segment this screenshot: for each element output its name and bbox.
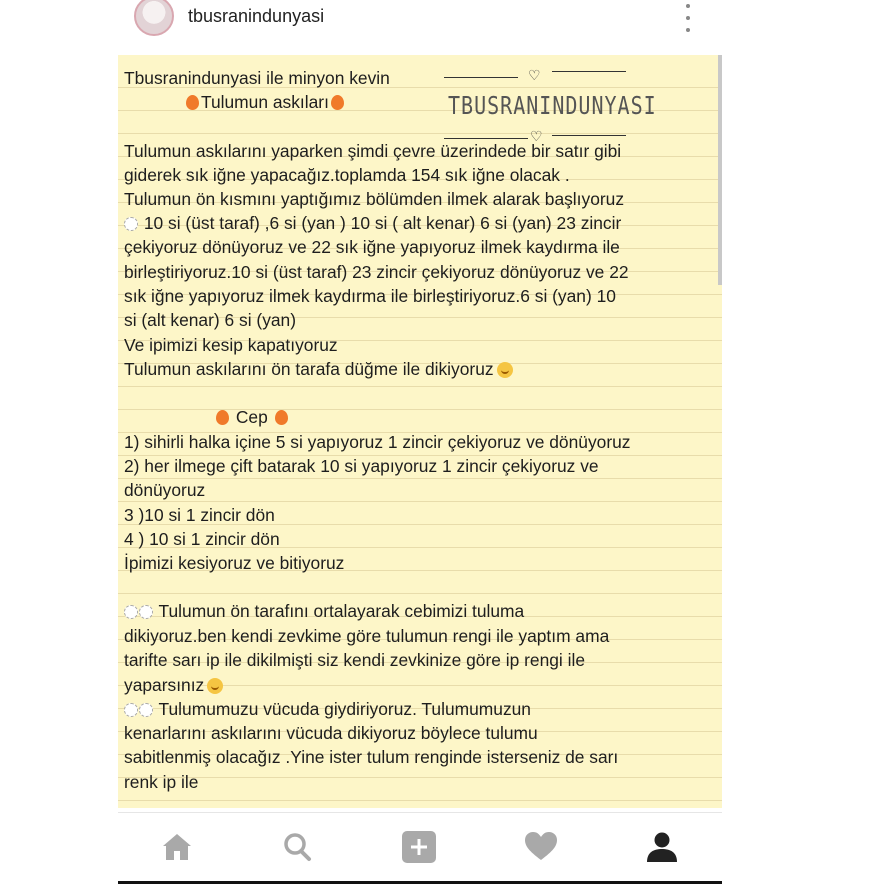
search-icon[interactable] [280, 831, 316, 863]
text-line: Tulumun askılarını yaparken şimdi çevre üzerindede bir satır gibi [124, 141, 622, 161]
divider [444, 77, 518, 78]
text-line: sık iğne yapıyoruz ilmek kaydırma ile birleştiriyoruz.6 si (yan) 10 [124, 286, 616, 306]
text-line: 2) her ilmege çift batarak 10 si yapıyoruz 1 zincir çekiyoruz ve [124, 456, 599, 476]
text-line: Tulumun ön kısmını yaptığımız bölümden ilmek alarak başlıyoruz [124, 189, 625, 209]
add-icon[interactable] [401, 831, 437, 863]
cep-heading: Cep [214, 407, 290, 427]
recipe-note-image [118, 55, 722, 808]
text-line: si (alt kenar) 6 si (yan) [124, 310, 297, 330]
text-line: 10 si (üst taraf) ,6 si (yan ) 10 si ( alt kenar) 6 si (yan) 23 zincir [124, 213, 621, 233]
flower-icon [124, 605, 138, 619]
askilar-heading: Tulumun askıları [184, 92, 346, 112]
text-line: birleştiriyoruz.10 si (üst taraf) 23 zincir çekiyoruz dönüyoruz ve 22 [124, 262, 629, 282]
profile-icon[interactable] [644, 831, 680, 863]
text-line: yaparsınız [124, 675, 223, 695]
balloon-icon [186, 95, 199, 110]
text-line: sabitlenmiş olacağız .Yine ister tulum renginde isterseniz de sarı [124, 747, 619, 767]
heart-doodle-icon: ♡ [530, 128, 543, 144]
text-line: 1) sihirli halka içine 5 si yapıyoruz 1 zincir çekiyoruz ve dönüyoruz [124, 432, 631, 452]
text-line: renk ip ile [124, 772, 199, 792]
divider [444, 138, 528, 139]
smile-emoji-icon [497, 362, 513, 378]
balloon-icon [216, 410, 229, 425]
text-line: dönüyoruz [124, 480, 206, 500]
flower-icon [124, 703, 138, 717]
text-line: 3 )10 si 1 zincir dön [124, 505, 275, 525]
text-line: kenarlarını askılarını vücuda dikiyoruz böylece tulumu [124, 723, 538, 743]
smile-emoji-icon [207, 678, 223, 694]
text-line: Tulumun askılarını ön tarafa düğme ile dikiyoruz [124, 359, 513, 379]
divider [552, 135, 626, 136]
balloon-icon [275, 410, 288, 425]
divider [552, 71, 626, 72]
username[interactable]: tbusranindunyasi [188, 6, 325, 26]
note-title: Tbusranindunyasi ile minyon kevin [124, 68, 390, 88]
more-options-icon[interactable] [683, 4, 693, 32]
flower-icon [139, 703, 153, 717]
heart-doodle-icon: ♡ [528, 67, 541, 83]
text-line: Tulumun ön tarafını ortalayarak cebimizi tuluma [124, 601, 524, 621]
home-icon[interactable] [159, 831, 195, 863]
text-line: tarifte sarı ip ile dikilmişti siz kendi zevkinize göre ip rengi ile [124, 650, 586, 670]
bottom-nav [118, 812, 722, 885]
flower-icon [139, 605, 153, 619]
text-line: Tulumumuzu vücuda giydiriyoruz. Tulumumuzun [124, 699, 531, 719]
handwritten-watermark: TBUSRANINDUNYASI [448, 90, 657, 120]
text-line: Ve ipimizi kesip kapatıyoruz [124, 335, 338, 355]
text-line: çekiyoruz dönüyoruz ve 22 sık iğne yapıyoruz ilmek kaydırma ile [124, 237, 620, 257]
heart-icon[interactable] [523, 831, 559, 863]
text-line: İpimizi kesiyoruz ve bitiyoruz [124, 553, 345, 573]
left-margin [0, 0, 118, 884]
text-line: 4 ) 10 si 1 zincir dön [124, 529, 280, 549]
text-line: giderek sık iğne yapacağız.toplamda 154 sık iğne olacak . [124, 165, 570, 185]
scrollbar[interactable] [718, 55, 722, 285]
balloon-icon [331, 95, 344, 110]
flower-icon [124, 217, 138, 231]
right-margin [722, 0, 884, 884]
text-line: dikiyoruz.ben kendi zevkime göre tulumun rengi ile yaptım ama [124, 626, 610, 646]
